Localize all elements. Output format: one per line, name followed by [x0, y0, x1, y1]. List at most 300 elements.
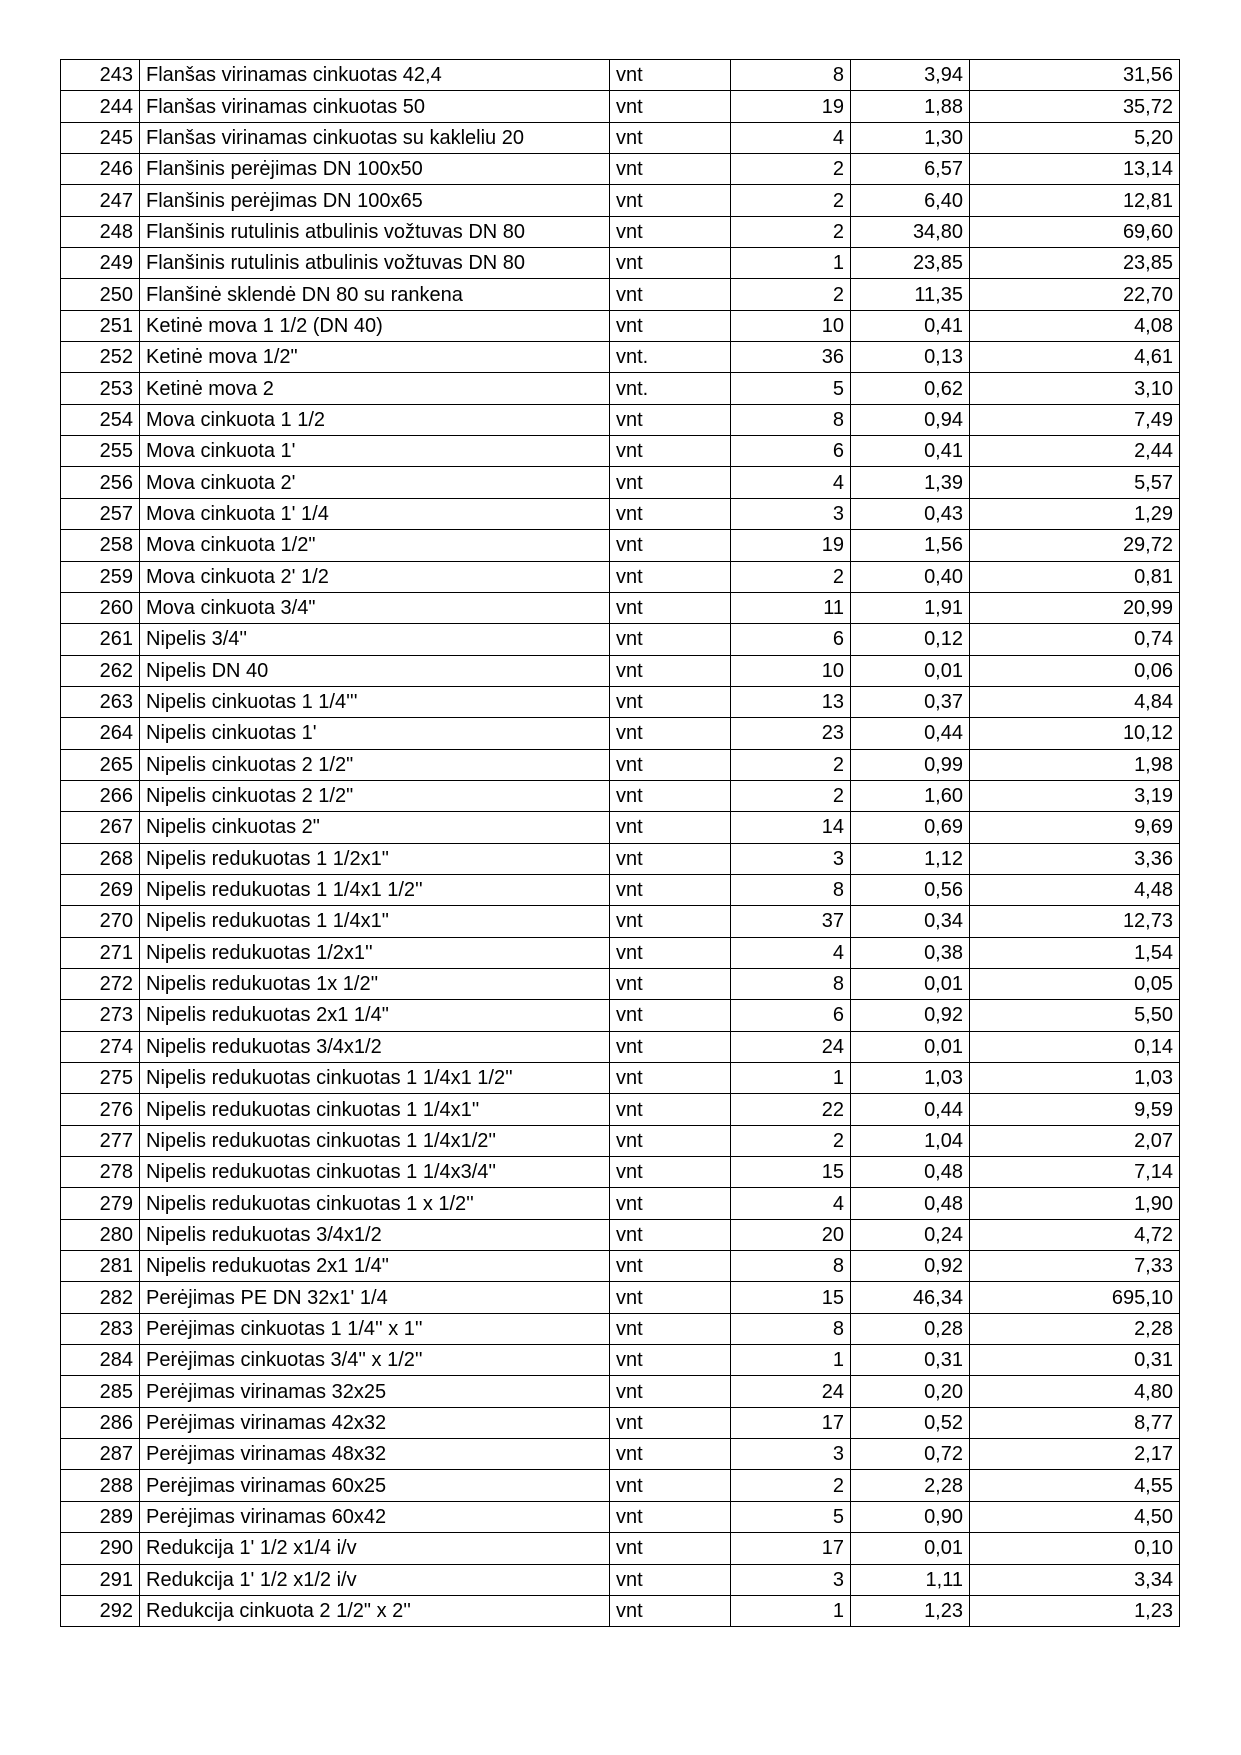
table-row: [61, 1063, 1180, 1094]
quantity-cell: 2: [731, 561, 851, 592]
table-row: [61, 436, 1180, 467]
table-row: [61, 122, 1180, 153]
unit-cell: vnt: [610, 1376, 731, 1407]
row-number-cell: 288: [61, 1470, 140, 1501]
row-number-cell: 243: [61, 60, 140, 91]
total-cell: 4,08: [970, 310, 1180, 341]
unit-price-cell: 1,04: [851, 1125, 970, 1156]
unit-cell: vnt: [610, 1470, 731, 1501]
unit-price-cell: 0,01: [851, 968, 970, 999]
unit-cell: vnt: [610, 1219, 731, 1250]
unit-cell: vnt: [610, 404, 731, 435]
quantity-cell: 2: [731, 1470, 851, 1501]
unit-cell: vnt: [610, 60, 731, 91]
table-row: [61, 968, 1180, 999]
unit-price-cell: 23,85: [851, 248, 970, 279]
unit-price-cell: 0,99: [851, 749, 970, 780]
table-row: [61, 1251, 1180, 1282]
table-body: [61, 60, 1180, 1627]
total-cell: 7,49: [970, 404, 1180, 435]
item-name-cell: Nipelis redukuotas 2x1 1/4": [140, 1000, 610, 1031]
total-cell: 4,72: [970, 1219, 1180, 1250]
unit-cell: vnt: [610, 1063, 731, 1094]
unit-cell: vnt: [610, 1533, 731, 1564]
row-number-cell: 256: [61, 467, 140, 498]
unit-price-cell: 0,62: [851, 373, 970, 404]
row-number-cell: 274: [61, 1031, 140, 1062]
unit-price-cell: 1,23: [851, 1595, 970, 1626]
row-number-cell: 262: [61, 655, 140, 686]
total-cell: 3,19: [970, 780, 1180, 811]
item-name-cell: Nipelis redukuotas cinkuotas 1 1/4x3/4'': [140, 1157, 610, 1188]
table-row: [61, 1282, 1180, 1313]
inventory-table: [60, 59, 1180, 1627]
quantity-cell: 8: [731, 1313, 851, 1344]
table-row: [61, 498, 1180, 529]
total-cell: 8,77: [970, 1407, 1180, 1438]
row-number-cell: 292: [61, 1595, 140, 1626]
unit-price-cell: 0,52: [851, 1407, 970, 1438]
item-name-cell: Perėjimas virinamas 60x25: [140, 1470, 610, 1501]
total-cell: 4,61: [970, 342, 1180, 373]
table-row: [61, 1439, 1180, 1470]
total-cell: 12,73: [970, 906, 1180, 937]
total-cell: 0,10: [970, 1533, 1180, 1564]
table-row: [61, 906, 1180, 937]
total-cell: 3,34: [970, 1564, 1180, 1595]
row-number-cell: 255: [61, 436, 140, 467]
unit-price-cell: 1,30: [851, 122, 970, 153]
quantity-cell: 19: [731, 530, 851, 561]
unit-price-cell: 0,90: [851, 1501, 970, 1532]
unit-cell: vnt.: [610, 373, 731, 404]
quantity-cell: 10: [731, 655, 851, 686]
unit-cell: vnt: [610, 1595, 731, 1626]
item-name-cell: Perėjimas virinamas 48x32: [140, 1439, 610, 1470]
quantity-cell: 22: [731, 1094, 851, 1125]
quantity-cell: 3: [731, 498, 851, 529]
table-row: [61, 1470, 1180, 1501]
table-row: [61, 342, 1180, 373]
table-row: [61, 1564, 1180, 1595]
item-name-cell: Flanšas virinamas cinkuotas 42,4: [140, 60, 610, 91]
table-row: [61, 373, 1180, 404]
total-cell: 9,69: [970, 812, 1180, 843]
item-name-cell: Nipelis 3/4'': [140, 624, 610, 655]
item-name-cell: Nipelis DN 40: [140, 655, 610, 686]
table-row: [61, 1533, 1180, 1564]
total-cell: 12,81: [970, 185, 1180, 216]
unit-cell: vnt: [610, 718, 731, 749]
unit-price-cell: 0,48: [851, 1188, 970, 1219]
item-name-cell: Redukcija cinkuota 2 1/2" x 2'': [140, 1595, 610, 1626]
item-name-cell: Nipelis redukuotas cinkuotas 1 1/4x1 1/2'': [140, 1063, 610, 1094]
item-name-cell: Nipelis redukuotas cinkuotas 1 x 1/2'': [140, 1188, 610, 1219]
quantity-cell: 3: [731, 843, 851, 874]
item-name-cell: Nipelis redukuotas 1/2x1'': [140, 937, 610, 968]
quantity-cell: 20: [731, 1219, 851, 1250]
unit-price-cell: 1,56: [851, 530, 970, 561]
quantity-cell: 24: [731, 1376, 851, 1407]
item-name-cell: Redukcija 1' 1/2 x1/4 i/v: [140, 1533, 610, 1564]
item-name-cell: Nipelis redukuotas 1 1/4x1": [140, 906, 610, 937]
row-number-cell: 269: [61, 874, 140, 905]
total-cell: 35,72: [970, 91, 1180, 122]
unit-price-cell: 0,38: [851, 937, 970, 968]
unit-cell: vnt: [610, 749, 731, 780]
table-row: [61, 248, 1180, 279]
unit-cell: vnt: [610, 906, 731, 937]
row-number-cell: 250: [61, 279, 140, 310]
table-row: [61, 467, 1180, 498]
row-number-cell: 271: [61, 937, 140, 968]
table-row: [61, 1501, 1180, 1532]
unit-price-cell: 6,57: [851, 154, 970, 185]
unit-cell: vnt: [610, 122, 731, 153]
item-name-cell: Flanšas virinamas cinkuotas su kakleliu 20: [140, 122, 610, 153]
total-cell: 3,36: [970, 843, 1180, 874]
unit-price-cell: 0,24: [851, 1219, 970, 1250]
quantity-cell: 1: [731, 1345, 851, 1376]
unit-price-cell: 1,91: [851, 592, 970, 623]
table-row: [61, 216, 1180, 247]
quantity-cell: 2: [731, 154, 851, 185]
unit-cell: vnt: [610, 1501, 731, 1532]
item-name-cell: Redukcija 1' 1/2 x1/2 i/v: [140, 1564, 610, 1595]
table-row: [61, 154, 1180, 185]
unit-cell: vnt: [610, 874, 731, 905]
table-row: [61, 1094, 1180, 1125]
total-cell: 23,85: [970, 248, 1180, 279]
total-cell: 0,14: [970, 1031, 1180, 1062]
total-cell: 4,80: [970, 1376, 1180, 1407]
unit-cell: vnt: [610, 248, 731, 279]
unit-price-cell: 0,94: [851, 404, 970, 435]
quantity-cell: 24: [731, 1031, 851, 1062]
item-name-cell: Flanšinis perėjimas DN 100x50: [140, 154, 610, 185]
item-name-cell: Nipelis redukuotas 1 1/2x1": [140, 843, 610, 874]
row-number-cell: 285: [61, 1376, 140, 1407]
quantity-cell: 5: [731, 1501, 851, 1532]
row-number-cell: 253: [61, 373, 140, 404]
total-cell: 9,59: [970, 1094, 1180, 1125]
total-cell: 7,14: [970, 1157, 1180, 1188]
row-number-cell: 284: [61, 1345, 140, 1376]
total-cell: 2,28: [970, 1313, 1180, 1344]
table-row: [61, 404, 1180, 435]
item-name-cell: Flanšas virinamas cinkuotas 50: [140, 91, 610, 122]
unit-price-cell: 0,69: [851, 812, 970, 843]
unit-price-cell: 1,12: [851, 843, 970, 874]
row-number-cell: 277: [61, 1125, 140, 1156]
table-row: [61, 686, 1180, 717]
unit-price-cell: 1,39: [851, 467, 970, 498]
unit-cell: vnt: [610, 185, 731, 216]
unit-cell: vnt: [610, 1125, 731, 1156]
unit-cell: vnt: [610, 530, 731, 561]
quantity-cell: 5: [731, 373, 851, 404]
total-cell: 5,50: [970, 1000, 1180, 1031]
total-cell: 0,81: [970, 561, 1180, 592]
item-name-cell: Mova cinkuota 1' 1/4: [140, 498, 610, 529]
item-name-cell: Flanšinė sklendė DN 80 su rankena: [140, 279, 610, 310]
total-cell: 29,72: [970, 530, 1180, 561]
unit-price-cell: 0,41: [851, 310, 970, 341]
row-number-cell: 254: [61, 404, 140, 435]
table-row: [61, 780, 1180, 811]
unit-price-cell: 0,92: [851, 1000, 970, 1031]
quantity-cell: 8: [731, 968, 851, 999]
quantity-cell: 13: [731, 686, 851, 717]
unit-price-cell: 0,37: [851, 686, 970, 717]
quantity-cell: 2: [731, 749, 851, 780]
row-number-cell: 275: [61, 1063, 140, 1094]
item-name-cell: Mova cinkuota 2': [140, 467, 610, 498]
item-name-cell: Perėjimas cinkuotas 3/4'' x 1/2'': [140, 1345, 610, 1376]
row-number-cell: 244: [61, 91, 140, 122]
item-name-cell: Flanšinis rutulinis atbulinis vožtuvas DN 80: [140, 248, 610, 279]
quantity-cell: 8: [731, 1251, 851, 1282]
total-cell: 0,06: [970, 655, 1180, 686]
quantity-cell: 6: [731, 436, 851, 467]
item-name-cell: Nipelis redukuotas cinkuotas 1 1/4x1/2'': [140, 1125, 610, 1156]
item-name-cell: Nipelis cinkuotas 2 1/2": [140, 749, 610, 780]
table-row: [61, 1125, 1180, 1156]
row-number-cell: 273: [61, 1000, 140, 1031]
item-name-cell: Nipelis redukuotas 2x1 1/4": [140, 1251, 610, 1282]
quantity-cell: 6: [731, 1000, 851, 1031]
unit-cell: vnt: [610, 968, 731, 999]
quantity-cell: 2: [731, 1125, 851, 1156]
quantity-cell: 15: [731, 1157, 851, 1188]
item-name-cell: Perėjimas virinamas 42x32: [140, 1407, 610, 1438]
total-cell: 10,12: [970, 718, 1180, 749]
total-cell: 4,55: [970, 1470, 1180, 1501]
quantity-cell: 3: [731, 1439, 851, 1470]
unit-price-cell: 0,48: [851, 1157, 970, 1188]
quantity-cell: 8: [731, 60, 851, 91]
total-cell: 4,50: [970, 1501, 1180, 1532]
table-row: [61, 1000, 1180, 1031]
quantity-cell: 19: [731, 91, 851, 122]
unit-price-cell: 1,03: [851, 1063, 970, 1094]
unit-price-cell: 1,88: [851, 91, 970, 122]
row-number-cell: 259: [61, 561, 140, 592]
unit-price-cell: 6,40: [851, 185, 970, 216]
quantity-cell: 6: [731, 624, 851, 655]
row-number-cell: 283: [61, 1313, 140, 1344]
quantity-cell: 11: [731, 592, 851, 623]
item-name-cell: Nipelis cinkuotas 2": [140, 812, 610, 843]
item-name-cell: Nipelis redukuotas 3/4x1/2: [140, 1031, 610, 1062]
unit-price-cell: 0,01: [851, 655, 970, 686]
item-name-cell: Perėjimas PE DN 32x1' 1/4: [140, 1282, 610, 1313]
row-number-cell: 258: [61, 530, 140, 561]
unit-cell: vnt: [610, 592, 731, 623]
item-name-cell: Nipelis redukuotas 3/4x1/2: [140, 1219, 610, 1250]
item-name-cell: Perėjimas cinkuotas 1 1/4'' x 1'': [140, 1313, 610, 1344]
table-row: [61, 1376, 1180, 1407]
unit-price-cell: 0,40: [851, 561, 970, 592]
unit-price-cell: 0,01: [851, 1533, 970, 1564]
unit-cell: vnt: [610, 1313, 731, 1344]
row-number-cell: 278: [61, 1157, 140, 1188]
item-name-cell: Nipelis cinkuotas 2 1/2": [140, 780, 610, 811]
unit-price-cell: 0,92: [851, 1251, 970, 1282]
table-row: [61, 1188, 1180, 1219]
item-name-cell: Nipelis redukuotas 1 1/4x1 1/2'': [140, 874, 610, 905]
quantity-cell: 4: [731, 937, 851, 968]
unit-cell: vnt: [610, 154, 731, 185]
item-name-cell: Ketinė mova 2: [140, 373, 610, 404]
unit-cell: vnt: [610, 1157, 731, 1188]
unit-price-cell: 0,31: [851, 1345, 970, 1376]
total-cell: 5,20: [970, 122, 1180, 153]
table-row: [61, 310, 1180, 341]
unit-cell: vnt.: [610, 342, 731, 373]
table-row: [61, 279, 1180, 310]
quantity-cell: 4: [731, 122, 851, 153]
table-row: [61, 874, 1180, 905]
unit-cell: vnt: [610, 624, 731, 655]
unit-price-cell: 2,28: [851, 1470, 970, 1501]
table-row: [61, 624, 1180, 655]
row-number-cell: 276: [61, 1094, 140, 1125]
quantity-cell: 8: [731, 874, 851, 905]
unit-cell: vnt: [610, 436, 731, 467]
unit-cell: vnt: [610, 780, 731, 811]
unit-price-cell: 34,80: [851, 216, 970, 247]
unit-price-cell: 0,56: [851, 874, 970, 905]
unit-price-cell: 0,44: [851, 1094, 970, 1125]
quantity-cell: 1: [731, 1063, 851, 1094]
item-name-cell: Nipelis redukuotas cinkuotas 1 1/4x1'': [140, 1094, 610, 1125]
quantity-cell: 1: [731, 248, 851, 279]
item-name-cell: Perėjimas virinamas 32x25: [140, 1376, 610, 1407]
row-number-cell: 291: [61, 1564, 140, 1595]
item-name-cell: Ketinė mova 1/2": [140, 342, 610, 373]
item-name-cell: Perėjimas virinamas 60x42: [140, 1501, 610, 1532]
total-cell: 69,60: [970, 216, 1180, 247]
table-row: [61, 718, 1180, 749]
table-row: [61, 60, 1180, 91]
unit-price-cell: 0,43: [851, 498, 970, 529]
quantity-cell: 10: [731, 310, 851, 341]
unit-cell: vnt: [610, 1251, 731, 1282]
item-name-cell: Flanšinis perėjimas DN 100x65: [140, 185, 610, 216]
table-row: [61, 1595, 1180, 1626]
total-cell: 0,05: [970, 968, 1180, 999]
table-row: [61, 655, 1180, 686]
item-name-cell: Nipelis redukuotas 1x 1/2'': [140, 968, 610, 999]
total-cell: 2,07: [970, 1125, 1180, 1156]
unit-cell: vnt: [610, 1564, 731, 1595]
quantity-cell: 17: [731, 1407, 851, 1438]
row-number-cell: 272: [61, 968, 140, 999]
total-cell: 22,70: [970, 279, 1180, 310]
row-number-cell: 265: [61, 749, 140, 780]
row-number-cell: 266: [61, 780, 140, 811]
unit-cell: vnt: [610, 467, 731, 498]
row-number-cell: 270: [61, 906, 140, 937]
table-row: [61, 1219, 1180, 1250]
unit-price-cell: 1,11: [851, 1564, 970, 1595]
quantity-cell: 17: [731, 1533, 851, 1564]
total-cell: 1,23: [970, 1595, 1180, 1626]
total-cell: 0,74: [970, 624, 1180, 655]
quantity-cell: 15: [731, 1282, 851, 1313]
unit-cell: vnt: [610, 1031, 731, 1062]
unit-cell: vnt: [610, 937, 731, 968]
table-row: [61, 91, 1180, 122]
item-name-cell: Mova cinkuota 1/2": [140, 530, 610, 561]
quantity-cell: 2: [731, 279, 851, 310]
row-number-cell: 287: [61, 1439, 140, 1470]
unit-cell: vnt: [610, 812, 731, 843]
row-number-cell: 260: [61, 592, 140, 623]
row-number-cell: 281: [61, 1251, 140, 1282]
unit-price-cell: 11,35: [851, 279, 970, 310]
total-cell: 1,03: [970, 1063, 1180, 1094]
row-number-cell: 251: [61, 310, 140, 341]
total-cell: 20,99: [970, 592, 1180, 623]
row-number-cell: 261: [61, 624, 140, 655]
table-row: [61, 937, 1180, 968]
row-number-cell: 289: [61, 1501, 140, 1532]
unit-price-cell: 0,20: [851, 1376, 970, 1407]
unit-price-cell: 0,34: [851, 906, 970, 937]
total-cell: 0,31: [970, 1345, 1180, 1376]
table-row: [61, 185, 1180, 216]
unit-price-cell: 0,12: [851, 624, 970, 655]
total-cell: 4,84: [970, 686, 1180, 717]
unit-price-cell: 0,01: [851, 1031, 970, 1062]
total-cell: 31,56: [970, 60, 1180, 91]
total-cell: 3,10: [970, 373, 1180, 404]
table-row: [61, 1345, 1180, 1376]
total-cell: 2,44: [970, 436, 1180, 467]
total-cell: 4,48: [970, 874, 1180, 905]
unit-price-cell: 46,34: [851, 1282, 970, 1313]
row-number-cell: 268: [61, 843, 140, 874]
total-cell: 7,33: [970, 1251, 1180, 1282]
table-row: [61, 592, 1180, 623]
total-cell: 5,57: [970, 467, 1180, 498]
unit-cell: vnt: [610, 843, 731, 874]
quantity-cell: 37: [731, 906, 851, 937]
total-cell: 1,98: [970, 749, 1180, 780]
row-number-cell: 249: [61, 248, 140, 279]
total-cell: 2,17: [970, 1439, 1180, 1470]
item-name-cell: Mova cinkuota 3/4": [140, 592, 610, 623]
row-number-cell: 248: [61, 216, 140, 247]
table-row: [61, 561, 1180, 592]
row-number-cell: 279: [61, 1188, 140, 1219]
quantity-cell: 14: [731, 812, 851, 843]
quantity-cell: 4: [731, 467, 851, 498]
quantity-cell: 2: [731, 216, 851, 247]
total-cell: 695,10: [970, 1282, 1180, 1313]
row-number-cell: 267: [61, 812, 140, 843]
item-name-cell: Ketinė mova 1 1/2 (DN 40): [140, 310, 610, 341]
row-number-cell: 264: [61, 718, 140, 749]
row-number-cell: 282: [61, 1282, 140, 1313]
row-number-cell: 263: [61, 686, 140, 717]
table-row: [61, 530, 1180, 561]
unit-cell: vnt: [610, 279, 731, 310]
unit-price-cell: 0,72: [851, 1439, 970, 1470]
quantity-cell: 2: [731, 185, 851, 216]
